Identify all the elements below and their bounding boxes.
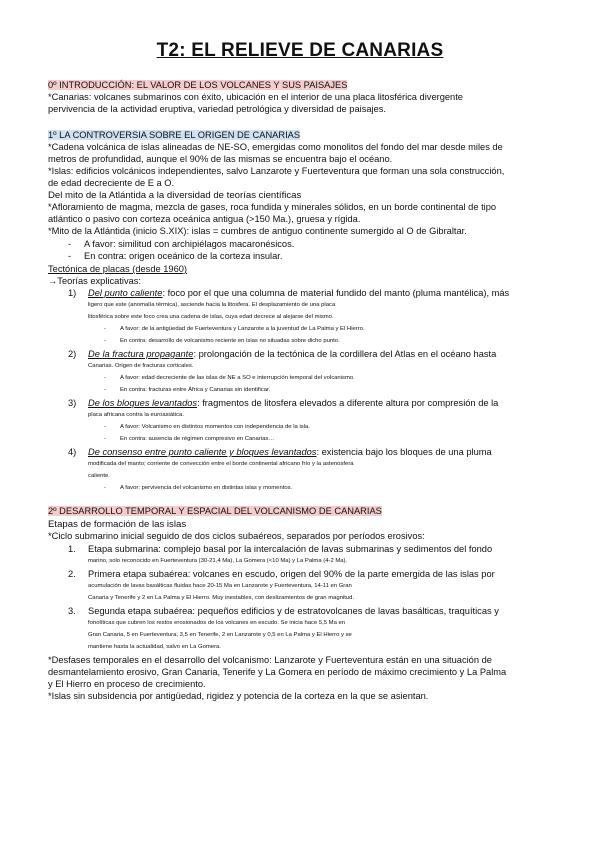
bullet-item: - A favor: de la antigüedad de Fuerteventura y Lanzarote a la juventud de La Palma y El Hierro. [104, 326, 365, 332]
bullet-item: - En contra: origen oceánico de la corteza insular. [68, 251, 283, 261]
paragraph-line: *Cadena volcánica de islas alineadas de NE-SO, emergidas como monolitos del fondo del mar desde miles de [48, 142, 503, 152]
paragraph-line: Canaria y Tenerife y 2 en La Palma y El Hierro. Muy inestables, con deslizamientos de gran magnitud. [88, 595, 355, 601]
stage-3-line: 3. Segunda etapa subaérea: pequeños edificios y de estratovolcanes de lavas basálticas, traquíticas y [68, 606, 499, 616]
paragraph-line: de edad decreciente de E a O. [48, 178, 175, 188]
theory-2-line: 2) De la fractura propagante: prolongación de la tectónica de la cordillera del Atlas en el océano hasta [68, 349, 497, 359]
bullet-item: - En contra: desarrollo de volcanismo reciente en islas no situadas sobre dicho punto. [104, 338, 340, 344]
paragraph-line: caliente. [88, 473, 110, 479]
paragraph-line: placa africana contra la euroasiática. [88, 412, 184, 418]
paragraph-line: Gran Canaria, 5 en Fuerteventura, 3,5 en Tenerife, 2 en Lanzarote y 0,5 en La Palma y El Hierro y se [88, 632, 352, 638]
paragraph-line: litosférica sobre este foco crea una cadena de islas, cuya edad decrece al alejarse del mismo. [88, 314, 334, 320]
paragraph-line: atlántico o pasivo con corteza oceánica antigua (>150 Ma.), gruesa y rígida. [48, 214, 361, 224]
bullet-item: - A favor: edad decreciente de las islas de NE a SO e interrupción temporal del volcanismo. [104, 375, 355, 381]
paragraph-line: modificada del manto; corriente de convección entre el borde continental africano frío y la astenosfera [88, 461, 354, 467]
theory-4-line: 4) De consenso entre punto caliente y bloques levantados: existencia bajo los bloques de una pluma [68, 447, 492, 457]
paragraph-line: marino, solo reconocido en Fuerteventura (30-21,4 Ma), La Gomera (<10 Ma) y La Palma (4-2 Ma). [88, 558, 348, 564]
paragraph-line: *Desfases temporales en el desarrollo del volcanismo: Lanzarote y Fuerteventura están en una situación de [48, 655, 492, 665]
theory-3-line: 3) De los bloques levantados: fragmentos de litosfera elevados a diferente altura por compresión de la [68, 398, 499, 408]
section-1-heading: 1º LA CONTROVERSIA SOBRE EL ORIGEN DE CANARIAS [48, 130, 301, 140]
subheading: Etapas de formación de las islas [48, 519, 187, 530]
paragraph-line: *Islas sin subsidencia por antigüedad, rigidez y potencia de la corteza en la que se asientan. [48, 691, 429, 701]
paragraph-line: →Teorías explicativas: [48, 276, 142, 286]
paragraph-line: fonolíticas que cubren los restos erosionados de los volcanes en escudo. Se inicia hace 5,5 Ma en [88, 620, 346, 626]
bullet-item: - En contra: fracturas entre África y Canarias sin identificar. [104, 387, 271, 393]
subheading: Del mito de la Atlántida a la diversidad de teorías científicas [48, 190, 302, 201]
paragraph-line: *Afloramiento de magma, mezcla de gases, roca fundida y minerales sólidos, en un borde continental de tipo [48, 202, 497, 212]
paragraph-line: Canarias. Origen de fracturas corticales. [88, 363, 194, 369]
paragraph-line: ligero que este (anomalía térmica), asciende hacia la litosfera. El desplazamiento de una placa [88, 302, 336, 308]
paragraph-line: acumulación de lavas basálticas fluidas hace 20-15 Ma en Lanzarote y Fuerteventura, 14-11 en Gran [88, 583, 352, 589]
paragraph-line: *Mito de la Atlántida (inicio S.XIX): islas = cumbres de antiguo continente sumergido al O de Gibraltar. [48, 226, 467, 236]
theory-1-line: 1) Del punto caliente: foco por el que una columna de material fundido del manto (pluma mantélica), más [68, 288, 510, 298]
bullet-item: - En contra: ausencia de régimen compresivo en Canarias… [104, 436, 275, 442]
stage-1-line: 1. Etapa submarina: complejo basal por la intercalación de lavas submarinas y sedimentos del fondo [68, 544, 493, 554]
paragraph-line: mantiene hasta la actualidad, salvo en La Gomera. [88, 644, 221, 650]
paragraph-line: *Ciclo submarino inicial seguido de dos ciclos subaéreos, separados por períodos erosivos: [48, 531, 425, 541]
paragraph-line: *Islas: edificios volcánicos independientes, salvo Lanzarote y Fuerteventura que forman una sola construcción, [48, 166, 505, 176]
subheading: Tectónica de placas (desde 1960) [48, 264, 188, 274]
paragraph-line: y El Hierro en proceso de crecimiento. [48, 679, 206, 689]
bullet-item: - A favor: pervivencia del volcanismo en distintas islas y momentos. [104, 485, 293, 491]
paragraph-line: metros de profundidad, aunque el 90% de las mismas se encuentra bajo el océano. [48, 154, 393, 164]
paragraph-line: *Canarias: volcanes submarinos con éxito, ubicación en el interior de una placa litosférica divergente [48, 92, 463, 102]
stage-2-line: 2. Primera etapa subaérea: volcanes en escudo, origen del 90% de la parte emergida de las islas por [68, 569, 495, 579]
bullet-item: - A favor: Volcanismo en distintos momentos con independencia de la isla. [104, 424, 310, 430]
section-0-heading: 0º INTRODUCCIÓN: EL VALOR DE LOS VOLCANES Y SUS PAISAJES [48, 80, 348, 90]
paragraph-line: pervivencia de la actividad eruptiva, variedad petrológica y diversidad de paisajes. [48, 104, 386, 114]
bullet-item: - A favor: similitud con archipiélagos macaronésicos. [68, 239, 295, 249]
document-title: T2: EL RELIEVE DE CANARIAS [156, 40, 444, 61]
paragraph-line: desmantelamiento erosivo, Gran Canaria, Tenerife y La Gomera en período de máximo crecimiento y La Palma [48, 667, 507, 677]
section-2-heading: 2º DESARROLLO TEMPORAL Y ESPACIAL DEL VOLCANISMO DE CANARIAS [48, 506, 382, 516]
